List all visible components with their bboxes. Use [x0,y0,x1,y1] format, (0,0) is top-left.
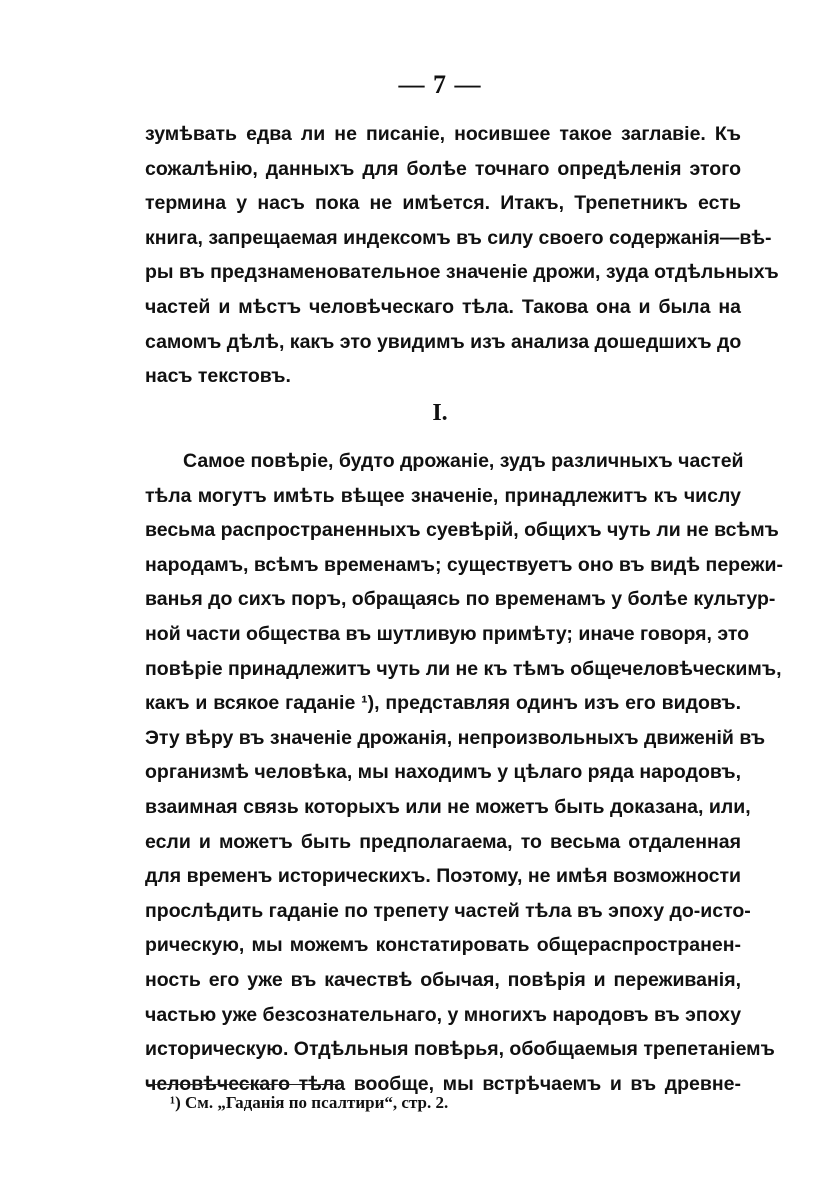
text-line: ванья до сихъ поръ, обращаясь по временамъ у болѣе культур- [145,588,776,611]
text-line: рическую, мы можемъ констатировать общераспространен- [145,934,741,957]
text-line: историческую. Отдѣльныя повѣрья, обобщаемыя трепетаніемъ [145,1038,775,1061]
footnote: ¹) См. „Гаданія по псалтири“, стр. 2. [170,1093,449,1112]
text-line: термина у насъ пока не имѣется. Итакъ, Трепетникъ есть [145,192,741,215]
text-line: ры въ предзнаменовательное значеніе дрожи, зуда отдѣльныхъ [145,261,779,284]
text-line: ность его уже въ качествѣ обычая, повѣрія и переживанія, [145,968,741,991]
text-line: сожалѣнію, данныхъ для болѣе точнаго опредѣленія этого [145,157,741,180]
text-line: повѣріе принадлежитъ чуть ли не къ тѣмъ общечеловѣческимъ, [145,657,782,680]
text-line: частей и мѣстъ человѣческаго тѣла. Такова она и была на [145,295,741,318]
text-line: организмѣ человѣка, мы находимъ у цѣлаго ряда народовъ, [145,761,741,784]
text-line: книга, запрещаемая индексомъ въ силу своего содержанія—вѣ- [145,226,772,249]
text-line: для временъ историческихъ. Поэтому, не имѣя возможности [145,865,741,888]
paragraph-1 [145,117,779,394]
section-heading: I. [432,400,448,426]
text-line: человѣческаго тѣла вообще, мы встрѣчаемъ и въ древне- [145,1072,741,1095]
paragraph-2 [145,444,783,1101]
text-line: насъ текстовъ. [145,365,291,388]
text-line: тѣла могутъ имѣть вѣщее значеніе, принадлежитъ къ числу [145,484,741,507]
text-line: Самое повѣріе, будто дрожаніе, зудъ различныхъ частей [183,450,744,472]
text-line: народамъ, всѣмъ временамъ; существуетъ оно въ видѣ пережи- [145,553,783,576]
footnote-divider [148,1084,342,1085]
text-line: Эту вѣру въ значеніе дрожанія, непроизвольныхъ движеній въ [145,726,766,749]
text-line: если и можетъ быть предполагаема, то весьма отдаленная [145,830,741,853]
text-line: взаимная связь которыхъ или не можетъ быть доказана, или, [145,795,751,818]
text-line: зумѣвать едва ли не писаніе, носившее такое заглавіе. Къ [145,123,741,145]
text-line: какъ и всякое гаданіе ¹), представляя одинъ изъ его видовъ. [145,692,741,715]
text-line: весьма распространенныхъ суевѣрій, общихъ чуть ли не всѣмъ [145,519,779,542]
text-line: ной части общества въ шутливую примѣту; иначе говоря, это [145,622,750,645]
text-line: частью уже безсознательнаго, у многихъ народовъ въ эпоху [145,1003,742,1026]
page-number: — 7 — [398,70,482,99]
text-line: самомъ дѣлѣ, какъ это увидимъ изъ анализа дошедшихъ до [145,330,742,353]
text-line: прослѣдить гаданіе по трепету частей тѣла въ эпоху до-исто- [145,899,751,922]
